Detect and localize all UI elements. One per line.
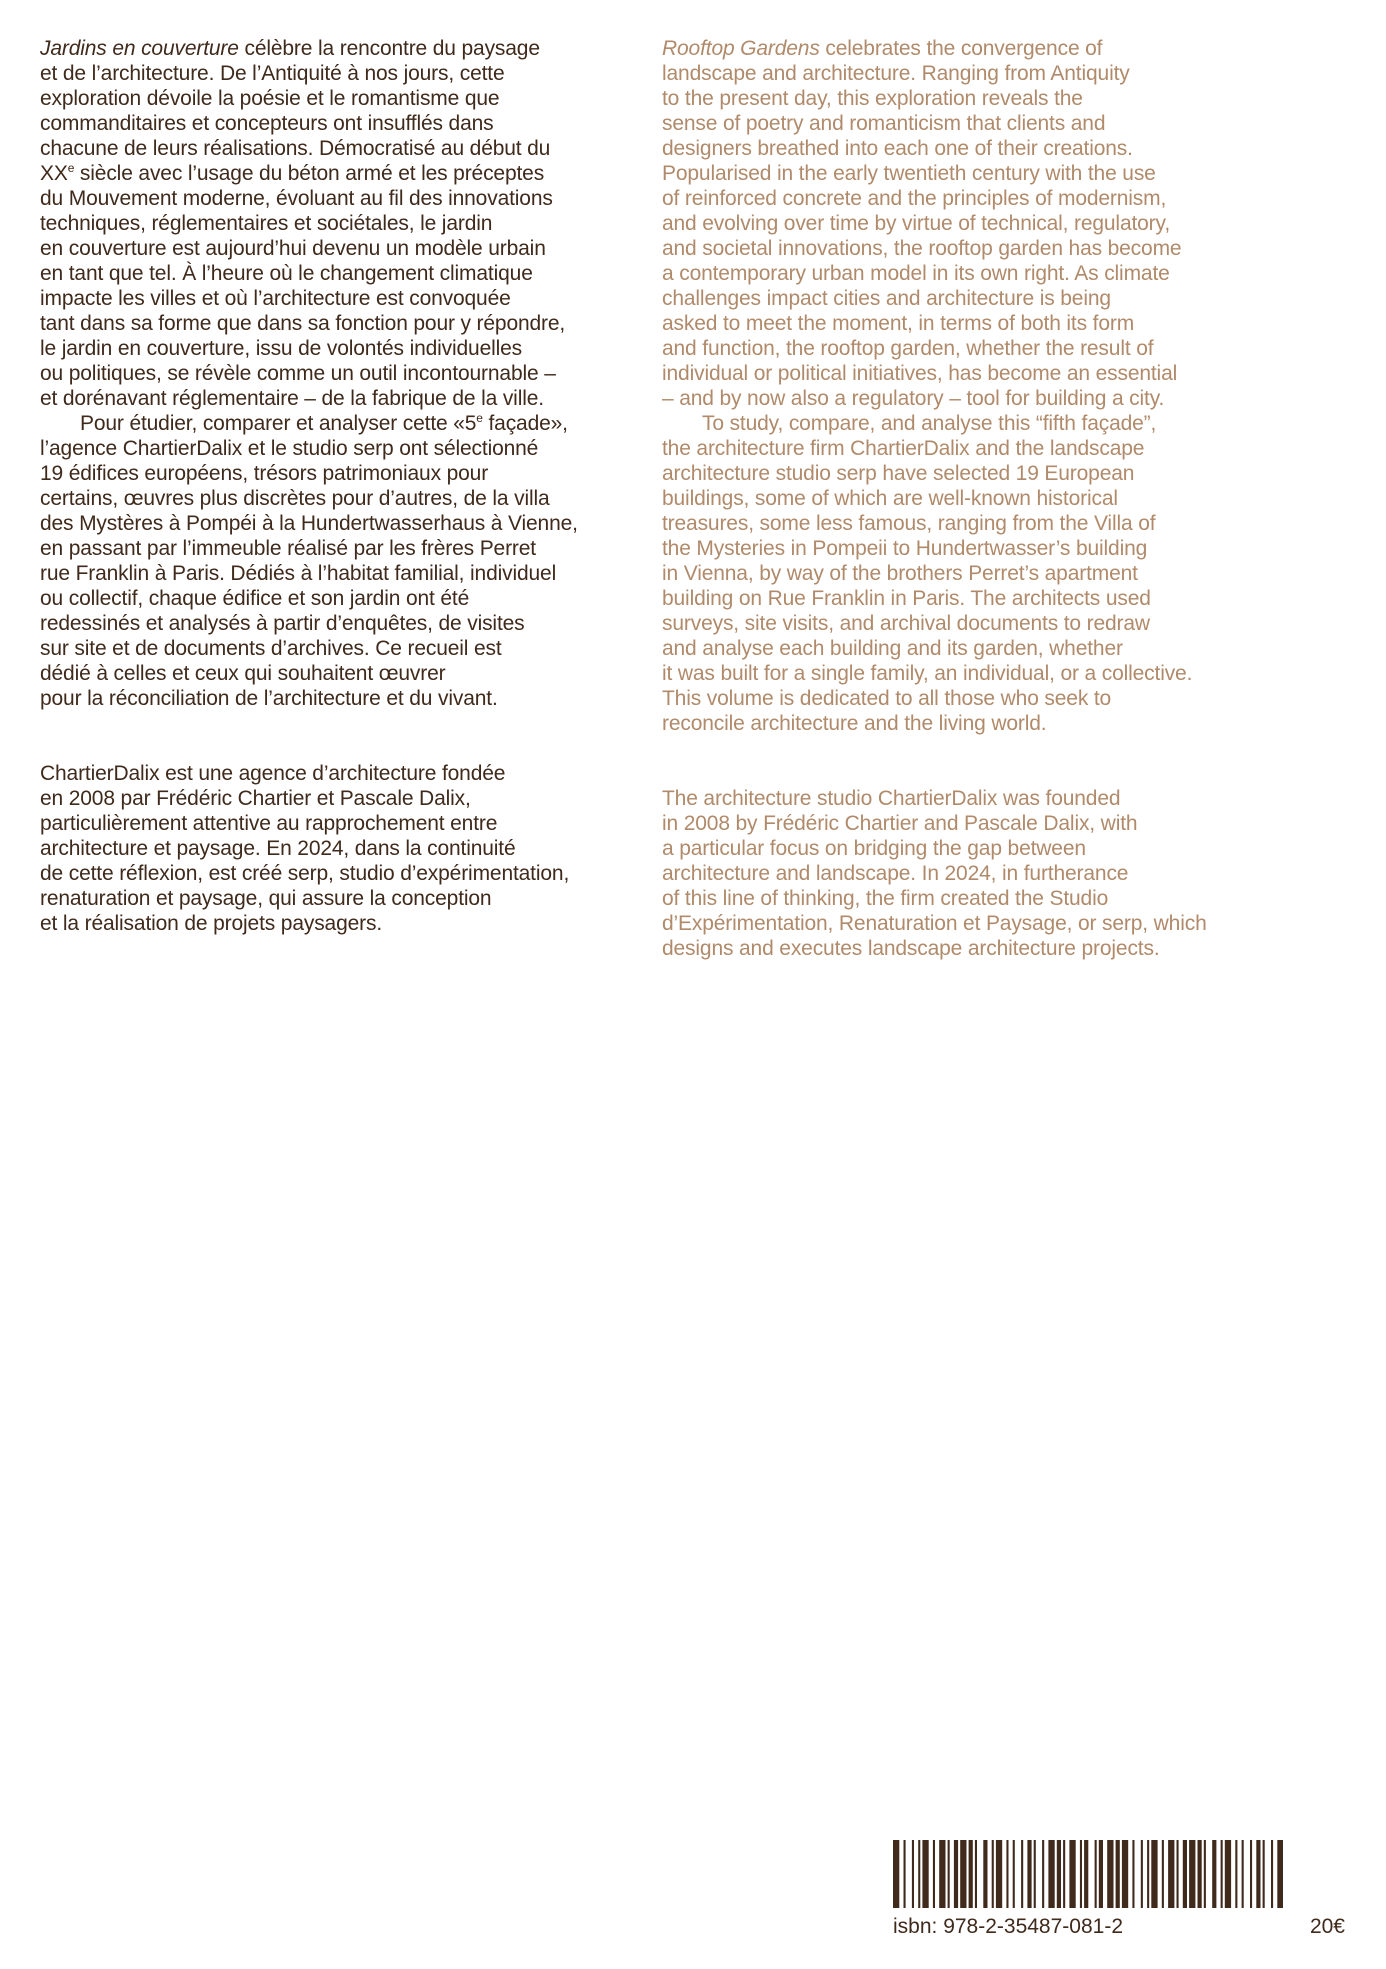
text-line: des Mystères à Pompéi à la Hundertwasserhaus à Vienne, — [40, 512, 578, 535]
french-paragraph-about — [40, 761, 630, 936]
text-line: reconcile architecture and the living world. — [662, 712, 1047, 735]
english-paragraph-study — [662, 411, 1362, 736]
barcode-bar — [918, 1840, 920, 1908]
barcode-bar — [1021, 1840, 1023, 1908]
barcode-block — [893, 1840, 1345, 1942]
text-line: en passant par l’immeuble réalisé par les frères Perret — [40, 537, 536, 560]
text-line: designers breathed into each one of their creations. — [662, 137, 1133, 160]
text-line: particulièrement attentive au rapprochement entre — [40, 812, 498, 835]
text-line: exploration dévoile la poésie et le romantisme que — [40, 87, 500, 110]
english-paragraph-intro — [662, 36, 1362, 411]
text-fragment: celebrates the convergence of — [819, 37, 1103, 60]
text-line — [40, 161, 630, 186]
barcode-bar — [904, 1840, 906, 1908]
text-line: of this line of thinking, the firm created the Studio — [662, 887, 1109, 910]
text-line: and societal innovations, the rooftop garden has become — [662, 237, 1182, 260]
text-line: a particular focus on bridging the gap between — [662, 837, 1086, 860]
text-line: renaturation et paysage, qui assure la conception — [40, 887, 492, 910]
text-line: en 2008 par Frédéric Chartier et Pascale Dalix, — [40, 787, 471, 810]
barcode-bar — [960, 1840, 966, 1908]
english-column — [662, 36, 1362, 961]
text-fragment: façade», — [482, 412, 568, 435]
text-line — [40, 36, 630, 61]
barcode-bar — [1116, 1840, 1120, 1908]
french-paragraph-intro — [40, 36, 630, 411]
barcode-bar — [1084, 1840, 1088, 1908]
barcode-bar — [1242, 1840, 1244, 1908]
barcode-bar — [893, 1840, 899, 1908]
text-line: architecture studio serp have selected 19 European — [662, 462, 1135, 485]
barcode-bar — [1095, 1840, 1097, 1908]
isbn-number: isbn: 978-2-35487-081-2 — [893, 1915, 1123, 1938]
barcode-bar — [996, 1840, 1002, 1908]
text-line: challenges impact cities and architecture is being — [662, 287, 1111, 310]
text-line: and analyse each building and its garden, whether — [662, 637, 1123, 660]
barcode-bar — [1263, 1840, 1265, 1908]
barcode-bar — [1069, 1840, 1075, 1908]
text-line: pour la réconciliation de l’architecture et du vivant. — [40, 687, 498, 710]
text-line: impacte les villes et où l’architecture est convoquée — [40, 287, 511, 310]
text-line: du Mouvement moderne, évoluant au fil des innovations — [40, 187, 553, 210]
barcode-bar — [1080, 1840, 1082, 1908]
text-line — [662, 36, 1362, 61]
text-line: et dorénavant réglementaire – de la fabrique de la ville. — [40, 387, 544, 410]
barcode-bar — [1271, 1840, 1273, 1908]
text-line: and function, the rooftop garden, whether the result of — [662, 337, 1154, 360]
barcode-bar — [1057, 1840, 1061, 1908]
text-line: ou politiques, se révèle comme un outil incontournable – — [40, 362, 556, 385]
text-line: en tant que tel. À l’heure où le changement climatique — [40, 262, 533, 285]
barcode-bar — [1235, 1840, 1237, 1908]
text-line: certains, œuvres plus discrètes pour d’autres, de la villa — [40, 487, 550, 510]
barcode-bar — [1042, 1840, 1044, 1908]
barcode-bar — [1099, 1840, 1103, 1908]
text-line: a contemporary urban model in its own right. As climate — [662, 262, 1170, 285]
barcode-bar — [948, 1840, 950, 1908]
text-fragment: siècle avec l’usage du béton armé et les préceptes — [74, 162, 545, 185]
barcode-bar — [1168, 1840, 1174, 1908]
barcode-bar — [1221, 1840, 1223, 1908]
text-line — [40, 411, 630, 436]
text-line: techniques, réglementaires et sociétales, le jardin — [40, 212, 493, 235]
text-line: l’agence ChartierDalix et le studio serp ont sélectionné — [40, 437, 539, 460]
english-paragraph-about — [662, 786, 1362, 961]
barcode-bar — [1006, 1840, 1008, 1908]
book-title-french: Jardins en couverture — [40, 37, 239, 60]
barcode-bar — [1177, 1840, 1179, 1908]
barcode-bar — [1189, 1840, 1195, 1908]
paragraph-gap — [662, 736, 1362, 786]
book-title-english: Rooftop Gardens — [662, 37, 820, 60]
text-line: en couverture est aujourd’hui devenu un modèle urbain — [40, 237, 546, 260]
text-fragment: Pour étudier, comparer et analyser cette «5 — [80, 412, 477, 435]
text-line: ou collectif, chaque édifice et son jardin ont été — [40, 587, 470, 610]
paragraph-gap — [40, 711, 630, 761]
text-line: Popularised in the early twentieth century with the use — [662, 162, 1156, 185]
text-line: to the present day, this exploration reveals the — [662, 87, 1083, 110]
text-line: dédié à celles et ceux qui souhaitent œuvrer — [40, 662, 446, 685]
superscript: e — [476, 411, 483, 425]
barcode-bar — [992, 1840, 994, 1908]
barcode-bar — [1122, 1840, 1128, 1908]
text-line: le jardin en couverture, issu de volontés individuelles — [40, 337, 523, 360]
french-paragraph-study — [40, 411, 630, 711]
text-line: commanditaires et concepteurs ont insufflés dans — [40, 112, 494, 135]
text-line: building on Rue Franklin in Paris. The architects used — [662, 587, 1151, 610]
text-line: sur site et de documents d’archives. Ce recueil est — [40, 637, 502, 660]
barcode-bar — [1013, 1840, 1015, 1908]
text-fragment: célèbre la rencontre du paysage — [238, 37, 540, 60]
text-line: tant dans sa forme que dans sa fonction pour y répondre, — [40, 312, 566, 335]
text-line: and evolving over time by virtue of technical, regulatory, — [662, 212, 1171, 235]
text-line: rue Franklin à Paris. Dédiés à l’habitat familial, individuel — [40, 562, 557, 585]
barcode-bar — [1034, 1840, 1036, 1908]
text-line: the architecture firm ChartierDalix and the landscape — [662, 437, 1145, 460]
barcode-bar — [1250, 1840, 1252, 1908]
barcode-bar — [922, 1840, 928, 1908]
text-line: ChartierDalix est une agence d’architecture fondée — [40, 762, 506, 785]
text-line: of reinforced concrete and the principles of modernism, — [662, 187, 1167, 210]
barcode-bar — [912, 1840, 914, 1908]
text-line: architecture et paysage. En 2024, dans la continuité — [40, 837, 516, 860]
barcode-bar — [983, 1840, 987, 1908]
barcode-bar — [1147, 1840, 1149, 1908]
barcode-bar — [1256, 1840, 1260, 1908]
barcode-bar — [1027, 1840, 1031, 1908]
barcode-bar — [1198, 1840, 1202, 1908]
text-line: surveys, site visits, and archival documents to redraw — [662, 612, 1150, 635]
text-line: The architecture studio ChartierDalix was founded — [662, 787, 1121, 810]
barcode — [893, 1840, 1283, 1908]
text-line: it was built for a single family, an individual, or a collective. — [662, 662, 1193, 685]
barcode-bar — [933, 1840, 935, 1908]
text-line: individual or political initiatives, has become an essential — [662, 362, 1178, 385]
barcode-bar — [1107, 1840, 1113, 1908]
superscript: e — [67, 161, 75, 175]
text-line: redessinés et analysés à partir d’enquêtes, de visites — [40, 612, 525, 635]
text-line: in 2008 by Frédéric Chartier and Pascale Dalix, with — [662, 812, 1138, 835]
text-line: architecture and landscape. In 2024, in furtherance — [662, 862, 1129, 885]
barcode-bar — [1204, 1840, 1206, 1908]
text-line: designs and executes landscape architecture projects. — [662, 937, 1160, 960]
text-line: the Mysteries in Pompeii to Hundertwasser’s building — [662, 537, 1148, 560]
barcode-bar — [1225, 1840, 1231, 1908]
text-line: et la réalisation de projets paysagers. — [40, 912, 383, 935]
text-line: sense of poetry and romanticism that clients and — [662, 112, 1106, 135]
barcode-bar — [1183, 1840, 1187, 1908]
barcode-bar — [1048, 1840, 1054, 1908]
text-line: chacune de leurs réalisations. Démocratisé au début du — [40, 137, 551, 160]
text-line: treasures, some less famous, ranging from the Villa of — [662, 512, 1156, 535]
text-line: asked to meet the moment, in terms of both its form — [662, 312, 1135, 335]
price: 20€ — [1309, 1915, 1345, 1938]
barcode-bar — [1132, 1840, 1134, 1908]
barcode-bar — [1063, 1840, 1065, 1908]
barcode-bar — [975, 1840, 977, 1908]
text-line: d’Expérimentation, Renaturation et Paysage, or serp, which — [662, 912, 1207, 935]
barcode-bar — [1212, 1840, 1216, 1908]
barcode-bar — [1141, 1840, 1143, 1908]
text-line: de cette réflexion, est créé serp, studio d’expérimentation, — [40, 862, 570, 885]
text-line: To study, compare, and analyse this “fifth façade”, — [702, 412, 1157, 435]
text-line: This volume is dedicated to all those who seek to — [662, 687, 1112, 710]
text-line: landscape and architecture. Ranging from Antiquity — [662, 62, 1130, 85]
barcode-bar — [1162, 1840, 1164, 1908]
text-line: – and by now also a regulatory – tool for building a city. — [662, 387, 1165, 410]
barcode-bar — [1151, 1840, 1157, 1908]
barcode-bar — [954, 1840, 958, 1908]
text-line: in Vienna, by way of the brothers Perret’s apartment — [662, 562, 1138, 585]
barcode-bar — [969, 1840, 973, 1908]
text-line: et de l’architecture. De l’Antiquité à nos jours, cette — [40, 62, 505, 85]
text-line: 19 édifices européens, trésors patrimoniaux pour — [40, 462, 489, 485]
barcode-bar — [939, 1840, 945, 1908]
text-fragment: XX — [40, 162, 68, 185]
french-column — [40, 36, 630, 936]
barcode-bar — [1277, 1840, 1283, 1908]
text-line: buildings, some of which are well-known historical — [662, 487, 1118, 510]
